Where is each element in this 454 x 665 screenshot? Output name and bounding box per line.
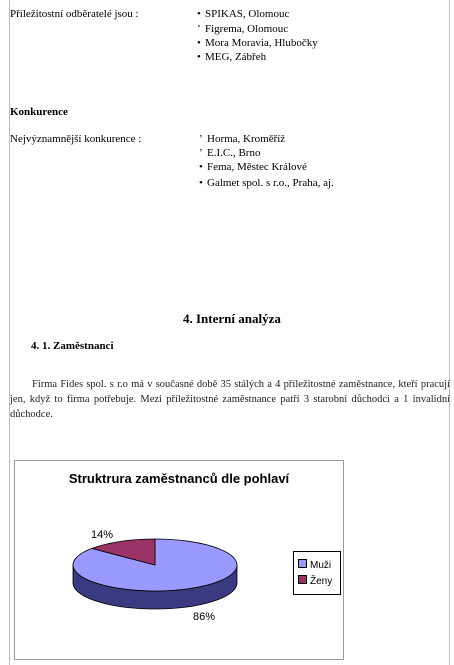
list-item: • Galmet spol. s r.o., Praha, aj. — [199, 177, 334, 189]
list-item: • MEG, Zábřeh — [197, 51, 267, 63]
competition-label: Nejvýznamnější konkurence : — [10, 133, 142, 145]
occasional-customers-label: Příležitostní odběratelé jsou : — [10, 8, 139, 20]
data-label-muzi: 86% — [193, 611, 216, 623]
pie-chart — [14, 460, 344, 660]
body-paragraph: Firma Fides spol. s r.o má v současné době 35 stálých a 4 příležitostné zaměstnance, kteří pracují jen, když to firma potřebuje. Mezi příležitostné zaměstnance patří 3 starobní důchodci a 1 invalidní důchodce. — [10, 378, 450, 420]
list-item: ʼ E.I.C., Brno — [199, 147, 261, 159]
list-item: • Mora Moravia, Hlubočky — [197, 37, 318, 49]
page-border-right — [449, 0, 450, 665]
list-item: ʼ Horma, Kroměříž — [199, 133, 286, 145]
page-border-left — [9, 0, 10, 665]
list-item: ʼ Figrema, Olomouc — [197, 23, 289, 35]
data-label-zeny: 14% — [91, 529, 114, 541]
legend-swatch-zeny — [298, 575, 307, 584]
list-item: • SPIKAS, Olomouc — [197, 8, 290, 20]
legend-item-zeny: Ženy — [298, 575, 332, 587]
legend-item-muzi: Muži — [298, 559, 331, 571]
section-title: 4. Interní analýza — [183, 311, 281, 326]
list-item: • Fema, Městec Králové — [199, 161, 307, 173]
competition-heading: Konkurence — [10, 106, 68, 118]
subsection-title: 4. 1. Zaměstnanci — [31, 340, 114, 352]
chart-title: Struktrura zaměstnanců dle pohlaví — [68, 471, 290, 486]
legend-swatch-muzi — [298, 559, 307, 568]
chart-legend — [293, 551, 341, 595]
